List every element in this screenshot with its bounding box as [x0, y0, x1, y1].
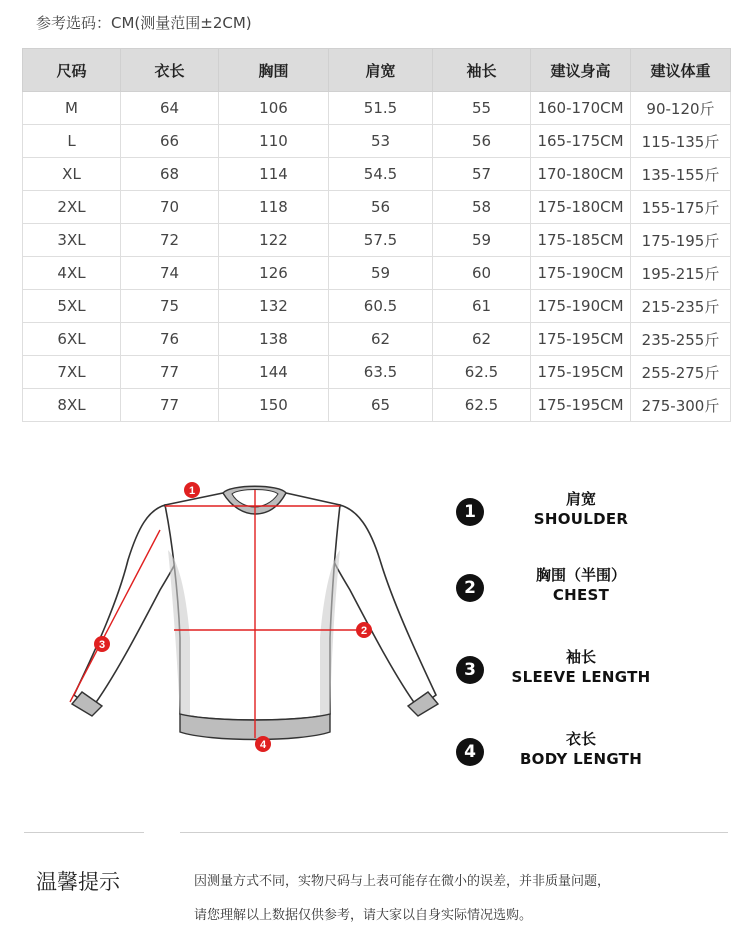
table-cell: 64 — [121, 92, 219, 125]
legend-number: 2 — [456, 574, 484, 602]
header-chest: 胸围 — [219, 49, 329, 92]
table-cell: 62 — [433, 323, 531, 356]
table-cell: 75 — [121, 290, 219, 323]
table-cell: 77 — [121, 389, 219, 422]
table-cell: 235-255斤 — [631, 323, 731, 356]
table-cell: 59 — [329, 257, 433, 290]
size-chart-table — [22, 48, 731, 422]
sweater-body — [165, 493, 340, 720]
legend-item-chest — [456, 564, 716, 608]
legend-number: 1 — [456, 498, 484, 526]
header-weight: 建议体重 — [631, 49, 731, 92]
marker-1: 1 — [188, 485, 196, 497]
legend-label-en: CHEST — [552, 586, 610, 604]
table-cell: 3XL — [23, 224, 121, 257]
table-cell: 160-170CM — [531, 92, 631, 125]
legend-number: 4 — [456, 738, 484, 766]
table-cell: 114 — [219, 158, 329, 191]
table-cell: 126 — [219, 257, 329, 290]
header-height: 建议身高 — [531, 49, 631, 92]
table-cell: 59 — [433, 224, 531, 257]
table-cell: 56 — [329, 191, 433, 224]
table-cell: 53 — [329, 125, 433, 158]
table-row — [23, 290, 731, 323]
table-cell: 132 — [219, 290, 329, 323]
header-body-length: 衣长 — [121, 49, 219, 92]
table-cell: 62.5 — [433, 356, 531, 389]
table-cell: 175-180CM — [531, 191, 631, 224]
legend-item-sleeve — [456, 646, 716, 690]
table-cell: 150 — [219, 389, 329, 422]
table-cell: 170-180CM — [531, 158, 631, 191]
table-cell: 135-155斤 — [631, 158, 731, 191]
table-cell: 138 — [219, 323, 329, 356]
table-row — [23, 191, 731, 224]
measurement-note: 参考选码：CM(测量范围±2CM) — [36, 14, 252, 32]
table-cell: 62.5 — [433, 389, 531, 422]
table-cell: 54.5 — [329, 158, 433, 191]
divider-left — [24, 832, 144, 833]
tips-line-2: 请您理解以上数据仅供参考，请大家以自身实际情况选购。 — [194, 908, 533, 923]
table-cell: 58 — [433, 191, 531, 224]
table-cell: 175-195CM — [531, 323, 631, 356]
header-size: 尺码 — [23, 49, 121, 92]
table-cell: 66 — [121, 125, 219, 158]
legend-label-cn: 衣长 — [565, 730, 596, 748]
header-shoulder: 肩宽 — [329, 49, 433, 92]
table-cell: 5XL — [23, 290, 121, 323]
legend-label-cn: 肩宽 — [565, 490, 596, 508]
table-row — [23, 125, 731, 158]
legend-label-en: SLEEVE LENGTH — [511, 668, 651, 686]
header-sleeve: 袖长 — [433, 49, 531, 92]
tips-line-1: 因测量方式不同，实物尺码与上表可能存在微小的误差，并非质量问题， — [194, 874, 611, 889]
table-cell: 275-300斤 — [631, 389, 731, 422]
table-cell: 65 — [329, 389, 433, 422]
legend-number: 3 — [456, 656, 484, 684]
sweater-measurement-diagram — [40, 470, 440, 760]
table-cell: 144 — [219, 356, 329, 389]
table-cell: 6XL — [23, 323, 121, 356]
table-row — [23, 158, 731, 191]
table-cell: 175-190CM — [531, 257, 631, 290]
table-cell: 118 — [219, 191, 329, 224]
table-cell: 57 — [433, 158, 531, 191]
table-cell: 175-185CM — [531, 224, 631, 257]
table-row — [23, 356, 731, 389]
table-cell: 106 — [219, 92, 329, 125]
table-cell: XL — [23, 158, 121, 191]
table-cell: 68 — [121, 158, 219, 191]
table-cell: 63.5 — [329, 356, 433, 389]
table-cell: 175-195CM — [531, 356, 631, 389]
table-cell: 62 — [329, 323, 433, 356]
table-row — [23, 257, 731, 290]
legend-item-body-length — [456, 728, 716, 772]
table-cell: 90-120斤 — [631, 92, 731, 125]
table-row — [23, 323, 731, 356]
table-cell: 175-195斤 — [631, 224, 731, 257]
table-cell: 77 — [121, 356, 219, 389]
table-cell: 60 — [433, 257, 531, 290]
table-cell: 175-190CM — [531, 290, 631, 323]
table-cell: M — [23, 92, 121, 125]
right-sleeve — [330, 505, 436, 708]
table-row — [23, 92, 731, 125]
legend-label-en: BODY LENGTH — [519, 750, 643, 768]
legend-item-shoulder — [456, 488, 716, 532]
table-cell: 57.5 — [329, 224, 433, 257]
table-cell: 122 — [219, 224, 329, 257]
left-sleeve — [74, 505, 180, 708]
legend-label-cn: 胸围（半围） — [535, 566, 626, 584]
marker-2: 2 — [360, 625, 368, 637]
table-cell: 155-175斤 — [631, 191, 731, 224]
table-cell: 8XL — [23, 389, 121, 422]
table-cell: 165-175CM — [531, 125, 631, 158]
legend-label-en: SHOULDER — [533, 510, 629, 528]
table-cell: 2XL — [23, 191, 121, 224]
table-cell: 72 — [121, 224, 219, 257]
marker-3: 3 — [98, 639, 106, 651]
divider-right — [180, 832, 728, 833]
table-cell: 56 — [433, 125, 531, 158]
table-cell: 255-275斤 — [631, 356, 731, 389]
table-cell: 55 — [433, 92, 531, 125]
table-header-row — [23, 49, 731, 92]
table-cell: 70 — [121, 191, 219, 224]
table-cell: 7XL — [23, 356, 121, 389]
table-cell: 195-215斤 — [631, 257, 731, 290]
table-cell: 60.5 — [329, 290, 433, 323]
table-cell: 215-235斤 — [631, 290, 731, 323]
table-cell: 4XL — [23, 257, 121, 290]
table-row — [23, 389, 731, 422]
table-cell: 74 — [121, 257, 219, 290]
table-cell: 115-135斤 — [631, 125, 731, 158]
marker-4: 4 — [259, 739, 267, 751]
table-cell: 61 — [433, 290, 531, 323]
table-cell: 175-195CM — [531, 389, 631, 422]
table-row — [23, 224, 731, 257]
table-cell: L — [23, 125, 121, 158]
legend-label-cn: 袖长 — [565, 648, 596, 666]
table-cell: 51.5 — [329, 92, 433, 125]
tips-title: 温馨提示 — [36, 870, 120, 894]
table-cell: 76 — [121, 323, 219, 356]
table-cell: 110 — [219, 125, 329, 158]
